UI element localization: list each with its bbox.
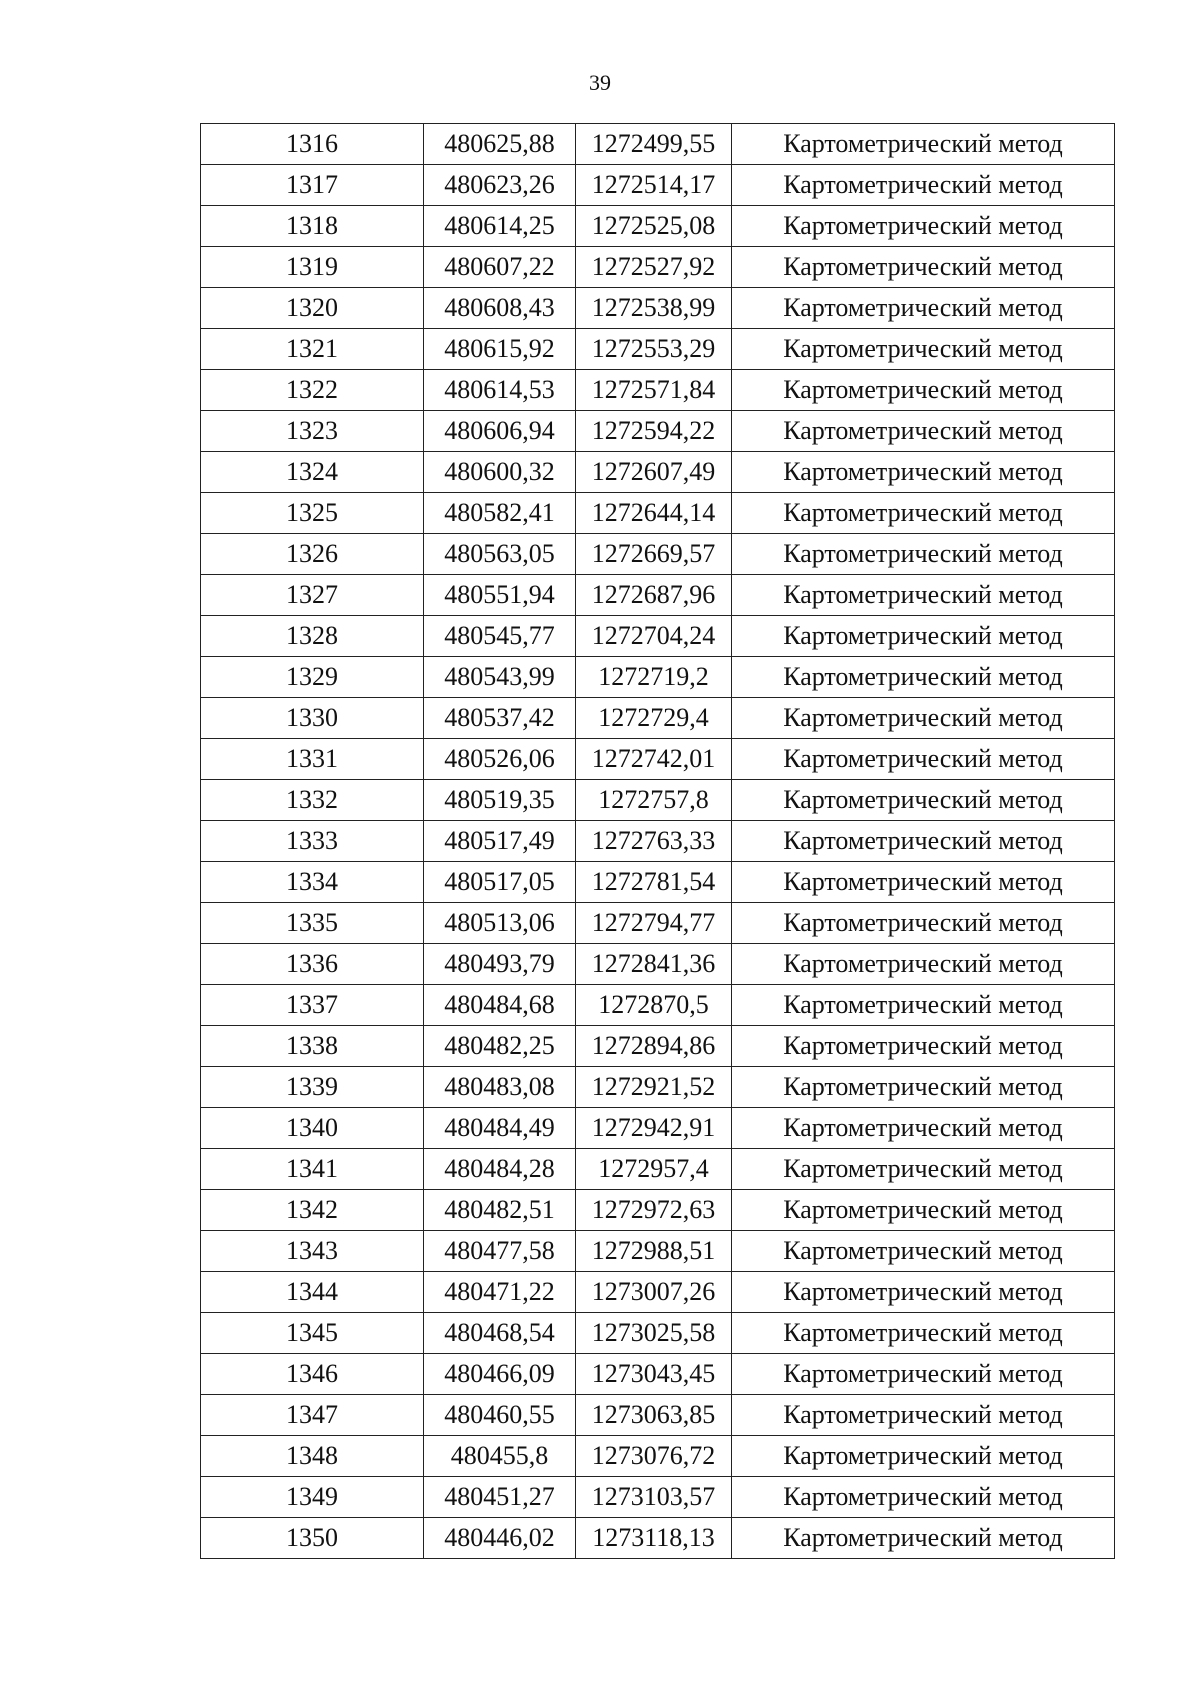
point-number-cell: 1316: [201, 124, 424, 165]
method-cell: Картометрический метод: [732, 657, 1115, 698]
method-cell: Картометрический метод: [732, 493, 1115, 534]
table-row: [201, 329, 1115, 370]
method-cell: Картометрический метод: [732, 698, 1115, 739]
point-number-cell: 1349: [201, 1477, 424, 1518]
table-row: [201, 247, 1115, 288]
method-cell: Картометрический метод: [732, 739, 1115, 780]
point-number-cell: 1334: [201, 862, 424, 903]
point-number-cell: 1327: [201, 575, 424, 616]
y-coordinate-cell: 1272499,55: [576, 124, 732, 165]
point-number-cell: 1335: [201, 903, 424, 944]
y-coordinate-cell: 1272594,22: [576, 411, 732, 452]
point-number-cell: 1326: [201, 534, 424, 575]
x-coordinate-cell: 480526,06: [424, 739, 576, 780]
y-coordinate-cell: 1272988,51: [576, 1231, 732, 1272]
method-cell: Картометрический метод: [732, 1354, 1115, 1395]
y-coordinate-cell: 1273025,58: [576, 1313, 732, 1354]
y-coordinate-cell: 1272921,52: [576, 1067, 732, 1108]
table-row: [201, 124, 1115, 165]
x-coordinate-cell: 480615,92: [424, 329, 576, 370]
table-row: [201, 575, 1115, 616]
y-coordinate-cell: 1273007,26: [576, 1272, 732, 1313]
method-cell: Картометрический метод: [732, 1067, 1115, 1108]
y-coordinate-cell: 1272794,77: [576, 903, 732, 944]
point-number-cell: 1336: [201, 944, 424, 985]
table-row: [201, 616, 1115, 657]
table-row: [201, 862, 1115, 903]
table-row: [201, 493, 1115, 534]
y-coordinate-cell: 1272687,96: [576, 575, 732, 616]
table-row: [201, 452, 1115, 493]
method-cell: Картометрический метод: [732, 452, 1115, 493]
y-coordinate-cell: 1272972,63: [576, 1190, 732, 1231]
table-row: [201, 1108, 1115, 1149]
y-coordinate-cell: 1272525,08: [576, 206, 732, 247]
point-number-cell: 1330: [201, 698, 424, 739]
table-row: [201, 944, 1115, 985]
x-coordinate-cell: 480513,06: [424, 903, 576, 944]
x-coordinate-cell: 480484,28: [424, 1149, 576, 1190]
point-number-cell: 1318: [201, 206, 424, 247]
point-number-cell: 1348: [201, 1436, 424, 1477]
y-coordinate-cell: 1272841,36: [576, 944, 732, 985]
x-coordinate-cell: 480446,02: [424, 1518, 576, 1559]
point-number-cell: 1321: [201, 329, 424, 370]
x-coordinate-cell: 480477,58: [424, 1231, 576, 1272]
method-cell: Картометрический метод: [732, 329, 1115, 370]
method-cell: Картометрический метод: [732, 1149, 1115, 1190]
method-cell: Картометрический метод: [732, 1436, 1115, 1477]
table-row: [201, 903, 1115, 944]
method-cell: Картометрический метод: [732, 124, 1115, 165]
point-number-cell: 1340: [201, 1108, 424, 1149]
point-number-cell: 1329: [201, 657, 424, 698]
table-row: [201, 288, 1115, 329]
x-coordinate-cell: 480537,42: [424, 698, 576, 739]
y-coordinate-cell: 1272553,29: [576, 329, 732, 370]
x-coordinate-cell: 480484,68: [424, 985, 576, 1026]
x-coordinate-cell: 480606,94: [424, 411, 576, 452]
y-coordinate-cell: 1272704,24: [576, 616, 732, 657]
point-number-cell: 1344: [201, 1272, 424, 1313]
x-coordinate-cell: 480517,05: [424, 862, 576, 903]
method-cell: Картометрический метод: [732, 206, 1115, 247]
y-coordinate-cell: 1272942,91: [576, 1108, 732, 1149]
y-coordinate-cell: 1272571,84: [576, 370, 732, 411]
x-coordinate-cell: 480519,35: [424, 780, 576, 821]
method-cell: Картометрический метод: [732, 821, 1115, 862]
y-coordinate-cell: 1272894,86: [576, 1026, 732, 1067]
method-cell: Картометрический метод: [732, 1190, 1115, 1231]
point-number-cell: 1317: [201, 165, 424, 206]
y-coordinate-cell: 1272763,33: [576, 821, 732, 862]
table-row: [201, 1313, 1115, 1354]
x-coordinate-cell: 480471,22: [424, 1272, 576, 1313]
point-number-cell: 1339: [201, 1067, 424, 1108]
point-number-cell: 1338: [201, 1026, 424, 1067]
x-coordinate-cell: 480600,32: [424, 452, 576, 493]
method-cell: Картометрический метод: [732, 985, 1115, 1026]
method-cell: Картометрический метод: [732, 616, 1115, 657]
y-coordinate-cell: 1272742,01: [576, 739, 732, 780]
table-row: [201, 1272, 1115, 1313]
method-cell: Картометрический метод: [732, 288, 1115, 329]
table-row: [201, 370, 1115, 411]
table-row: [201, 1026, 1115, 1067]
y-coordinate-cell: 1272729,4: [576, 698, 732, 739]
point-number-cell: 1333: [201, 821, 424, 862]
table-row: [201, 698, 1115, 739]
x-coordinate-cell: 480484,49: [424, 1108, 576, 1149]
y-coordinate-cell: 1272870,5: [576, 985, 732, 1026]
x-coordinate-cell: 480517,49: [424, 821, 576, 862]
point-number-cell: 1343: [201, 1231, 424, 1272]
point-number-cell: 1346: [201, 1354, 424, 1395]
table-row: [201, 1518, 1115, 1559]
x-coordinate-cell: 480582,41: [424, 493, 576, 534]
x-coordinate-cell: 480551,94: [424, 575, 576, 616]
x-coordinate-cell: 480563,05: [424, 534, 576, 575]
table-row: [201, 739, 1115, 780]
table-row: [201, 165, 1115, 206]
page-number: 39: [589, 70, 611, 95]
x-coordinate-cell: 480545,77: [424, 616, 576, 657]
y-coordinate-cell: 1272607,49: [576, 452, 732, 493]
x-coordinate-cell: 480482,25: [424, 1026, 576, 1067]
x-coordinate-cell: 480483,08: [424, 1067, 576, 1108]
x-coordinate-cell: 480451,27: [424, 1477, 576, 1518]
table-row: [201, 1067, 1115, 1108]
table-row: [201, 1436, 1115, 1477]
table-row: [201, 1354, 1115, 1395]
y-coordinate-cell: 1273076,72: [576, 1436, 732, 1477]
x-coordinate-cell: 480466,09: [424, 1354, 576, 1395]
x-coordinate-cell: 480614,53: [424, 370, 576, 411]
x-coordinate-cell: 480625,88: [424, 124, 576, 165]
x-coordinate-cell: 480468,54: [424, 1313, 576, 1354]
point-number-cell: 1319: [201, 247, 424, 288]
y-coordinate-cell: 1272757,8: [576, 780, 732, 821]
method-cell: Картометрический метод: [732, 575, 1115, 616]
method-cell: Картометрический метод: [732, 247, 1115, 288]
table-row: [201, 1477, 1115, 1518]
table-row: [201, 657, 1115, 698]
point-number-cell: 1323: [201, 411, 424, 452]
table-row: [201, 1149, 1115, 1190]
y-coordinate-cell: 1273118,13: [576, 1518, 732, 1559]
point-number-cell: 1337: [201, 985, 424, 1026]
x-coordinate-cell: 480614,25: [424, 206, 576, 247]
y-coordinate-cell: 1272527,92: [576, 247, 732, 288]
y-coordinate-cell: 1272538,99: [576, 288, 732, 329]
x-coordinate-cell: 480455,8: [424, 1436, 576, 1477]
method-cell: Картометрический метод: [732, 165, 1115, 206]
method-cell: Картометрический метод: [732, 1231, 1115, 1272]
method-cell: Картометрический метод: [732, 862, 1115, 903]
point-number-cell: 1341: [201, 1149, 424, 1190]
point-number-cell: 1328: [201, 616, 424, 657]
method-cell: Картометрический метод: [732, 1313, 1115, 1354]
point-number-cell: 1332: [201, 780, 424, 821]
coordinates-table-body: [201, 124, 1115, 1559]
table-row: [201, 534, 1115, 575]
coordinates-table: [200, 123, 1115, 1559]
x-coordinate-cell: 480623,26: [424, 165, 576, 206]
point-number-cell: 1324: [201, 452, 424, 493]
table-row: [201, 821, 1115, 862]
method-cell: Картометрический метод: [732, 370, 1115, 411]
x-coordinate-cell: 480607,22: [424, 247, 576, 288]
x-coordinate-cell: 480482,51: [424, 1190, 576, 1231]
table-row: [201, 985, 1115, 1026]
x-coordinate-cell: 480608,43: [424, 288, 576, 329]
y-coordinate-cell: 1272514,17: [576, 165, 732, 206]
method-cell: Картометрический метод: [732, 903, 1115, 944]
table-row: [201, 1231, 1115, 1272]
point-number-cell: 1342: [201, 1190, 424, 1231]
point-number-cell: 1347: [201, 1395, 424, 1436]
x-coordinate-cell: 480493,79: [424, 944, 576, 985]
table-row: [201, 206, 1115, 247]
method-cell: Картометрический метод: [732, 780, 1115, 821]
method-cell: Картометрический метод: [732, 411, 1115, 452]
point-number-cell: 1320: [201, 288, 424, 329]
table-row: [201, 780, 1115, 821]
y-coordinate-cell: 1272957,4: [576, 1149, 732, 1190]
point-number-cell: 1345: [201, 1313, 424, 1354]
point-number-cell: 1322: [201, 370, 424, 411]
y-coordinate-cell: 1272669,57: [576, 534, 732, 575]
method-cell: Картометрический метод: [732, 1272, 1115, 1313]
method-cell: Картометрический метод: [732, 1108, 1115, 1149]
point-number-cell: 1331: [201, 739, 424, 780]
y-coordinate-cell: 1272644,14: [576, 493, 732, 534]
y-coordinate-cell: 1273103,57: [576, 1477, 732, 1518]
point-number-cell: 1325: [201, 493, 424, 534]
method-cell: Картометрический метод: [732, 1026, 1115, 1067]
y-coordinate-cell: 1272781,54: [576, 862, 732, 903]
table-row: [201, 1190, 1115, 1231]
y-coordinate-cell: 1273043,45: [576, 1354, 732, 1395]
method-cell: Картометрический метод: [732, 1477, 1115, 1518]
x-coordinate-cell: 480460,55: [424, 1395, 576, 1436]
point-number-cell: 1350: [201, 1518, 424, 1559]
method-cell: Картометрический метод: [732, 1395, 1115, 1436]
y-coordinate-cell: 1273063,85: [576, 1395, 732, 1436]
y-coordinate-cell: 1272719,2: [576, 657, 732, 698]
method-cell: Картометрический метод: [732, 534, 1115, 575]
method-cell: Картометрический метод: [732, 1518, 1115, 1559]
x-coordinate-cell: 480543,99: [424, 657, 576, 698]
table-row: [201, 1395, 1115, 1436]
method-cell: Картометрический метод: [732, 944, 1115, 985]
table-row: [201, 411, 1115, 452]
